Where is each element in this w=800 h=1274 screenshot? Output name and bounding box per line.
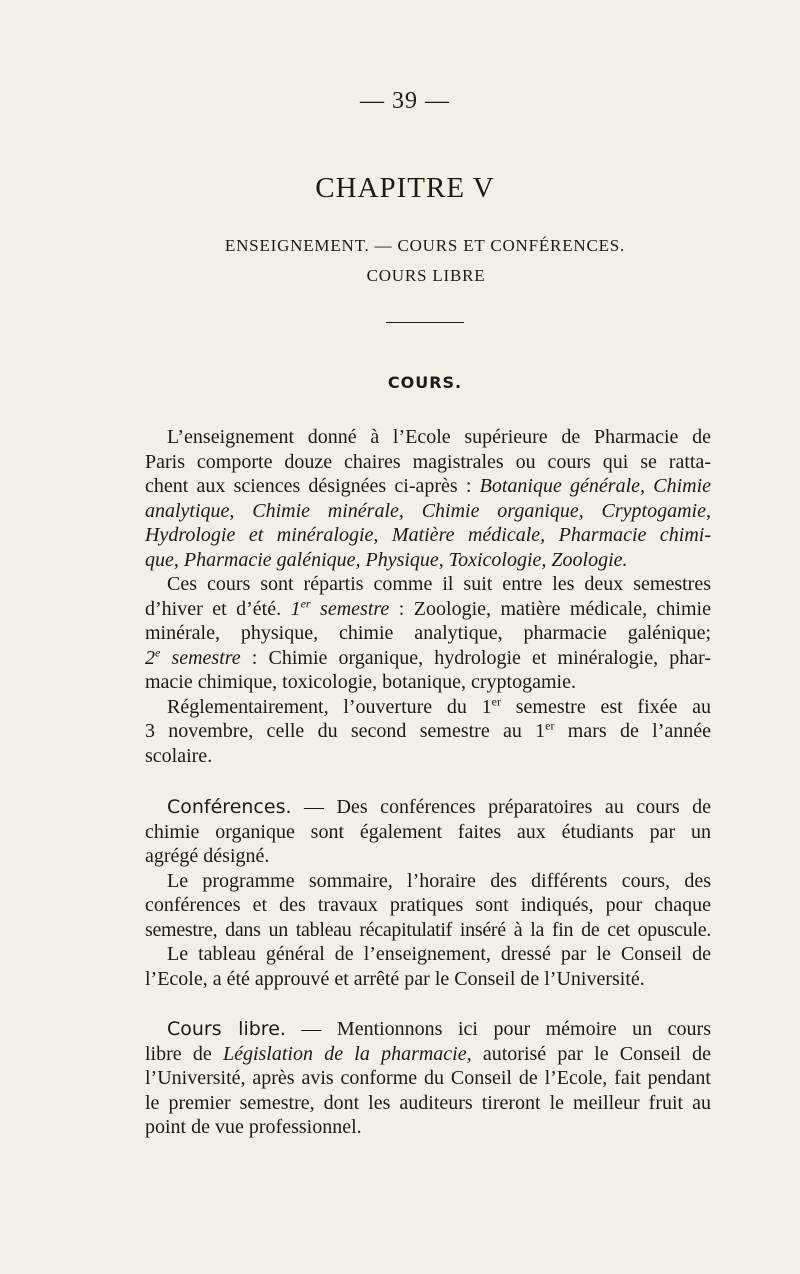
- text-line: 2e semestre : Chimie organique, hydrologie et minéralogie, phar-: [145, 644, 711, 669]
- text-line: Le programme sommaire, l’horaire des différents cours, des: [167, 869, 711, 892]
- text-line: que, Pharmacie galénique, Physique, Toxicologie, Zoologie.: [145, 548, 628, 571]
- text-line: Ces cours sont répartis comme il suit entre les deux semestres: [167, 573, 711, 595]
- chapter-subheading: ENSEIGNEMENT. — COURS ET CONFÉRENCES.: [224, 236, 626, 255]
- text-line: Hydrologie et minéralogie, Matière médicale, Pharmacie chimi-: [145, 524, 711, 546]
- text-line: analytique, Chimie minérale, Chimie organique, Cryptogamie,: [145, 499, 711, 522]
- cours-paragraphs: [145, 425, 711, 768]
- chapter-title: CHAPITRE V: [315, 172, 495, 204]
- text-line: Réglementairement, l’ouverture du 1er semestre est fixée au: [167, 693, 711, 718]
- text-line: semestre, dans un tableau récapitulatif inséré à la fin de cet opuscule.: [145, 918, 711, 941]
- conferences-heading: Conférences.: [167, 796, 292, 818]
- text-line: point de vue professionnel.: [145, 1116, 362, 1138]
- text-line: macie chimique, toxicologie, botanique, cryptogamie.: [145, 671, 576, 693]
- conferences-section: [145, 795, 711, 991]
- text-line: libre de Législation de la pharmacie, autorisé par le Conseil de: [145, 1042, 711, 1065]
- text-line: L’enseignement donné à l’Ecole supérieure de Pharmacie de: [167, 426, 711, 448]
- text-line: chimie organique sont également faites aux étudiants par un: [145, 820, 711, 843]
- text-line: d’hiver et d’été. 1er semestre : Zoologie, matière médicale, chimie: [145, 595, 711, 620]
- text-line: 3 novembre, celle du second semestre au 1er mars de l’année: [145, 718, 711, 742]
- text-line: Paris comporte douze chaires magistrales ou cours qui se ratta-: [145, 450, 711, 473]
- text-line: l’Université, après avis conforme du Conseil de l’Ecole, fait pendant: [145, 1067, 711, 1089]
- text-line: Cours libre. — Mentionnons ici pour mémoire un cours: [167, 1018, 711, 1040]
- text-line: l’Ecole, a été approuvé et arrêté par le Conseil de l’Université.: [145, 967, 645, 990]
- text-line: Le tableau général de l’enseignement, dressé par le Conseil de: [167, 943, 711, 965]
- text-line: Conférences. — Des conférences préparatoires au cours de: [167, 796, 711, 818]
- section-title: COURS.: [387, 373, 463, 392]
- text-line: minérale, physique, chimie analytique, pharmacie galénique;: [145, 622, 711, 644]
- text-line: le premier semestre, dont les auditeurs tireront le meilleur fruit au: [145, 1091, 711, 1114]
- text-line: scolaire.: [145, 744, 213, 767]
- text-line: chent aux sciences désignées ci-après : Botanique générale, Chimie: [145, 475, 711, 497]
- cours-libre-heading: Cours libre.: [167, 1018, 286, 1040]
- cours-libre-section: [145, 1017, 711, 1140]
- chapter-subheading-2: COURS LIBRE: [366, 266, 486, 285]
- text-line: agrégé désigné.: [145, 845, 270, 867]
- separator-rule: [386, 322, 464, 323]
- page-number: — 39 —: [360, 88, 450, 114]
- text-line: conférences et des travaux pratiques sont indiqués, pour chaque: [145, 894, 711, 916]
